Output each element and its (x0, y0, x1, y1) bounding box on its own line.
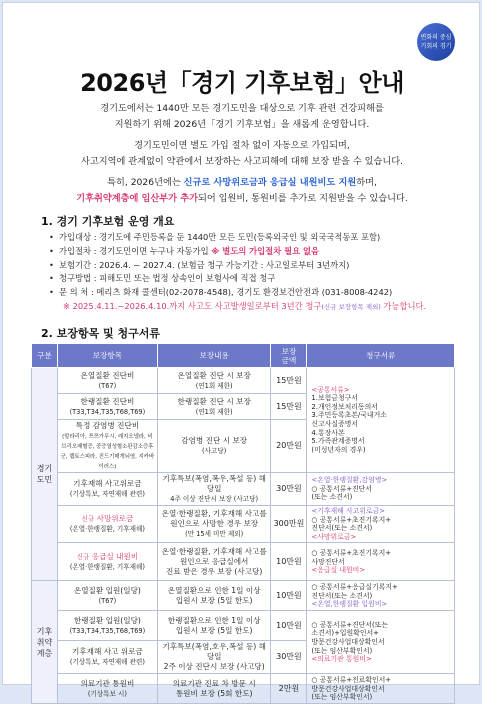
item-sub: (T33,T34,T35,T68,T69) (69, 626, 146, 635)
document-page (2, 2, 480, 702)
item-sub: (T67) (98, 381, 117, 390)
item-name: 온열질환 진단비 (80, 370, 135, 380)
table-row (32, 368, 455, 394)
docs-line: 사망진단서 (311, 557, 345, 566)
content-sub: (사고당) (202, 447, 227, 455)
docs-line: 2.개인정보처리동의서 (311, 402, 378, 411)
content-sub: 4주 이상 진단시 보장 (사고당) (170, 495, 259, 503)
coverage-amount: 10만원 (271, 581, 307, 611)
coverage-item (57, 543, 157, 581)
intro-paragraph-3 (13, 175, 471, 206)
content-sub: 입원시 보장 (5일 한도) (175, 625, 253, 635)
intro-line: 경기도민이면 별도 가입 절차 없이 자동으로 가입되며, (134, 140, 350, 151)
docs-heading: <응급실 내원비> (311, 566, 366, 575)
item-sub: (온열·한랭질환, 기후재해) (69, 562, 145, 571)
content-sub: 입원시 보장 (5일 한도) (175, 595, 253, 605)
docs-line: 4.통장사본 (311, 428, 345, 437)
coverage-content (157, 611, 271, 641)
docs-line: ○ 공통서류+진단서 (311, 484, 372, 493)
docs-line: 소견서)+입원확인서+ (311, 629, 379, 638)
logo-text-1: 변화의 중심 (420, 34, 452, 41)
docs-line: ○ 공통서류+초진기록지+ (311, 548, 392, 557)
docs-heading: <공통서류> (311, 385, 350, 394)
coverage-content (157, 473, 271, 506)
coverage-amount: 2만원 (271, 674, 307, 704)
item-name: 한랭질환 입원(일당) (73, 615, 141, 625)
content-text: 기후특보(폭염,호우,폭설 등) 해당일 (162, 642, 266, 662)
table-row (32, 506, 455, 543)
claim-docs (307, 506, 455, 543)
item-name: 의료기관 통원비 (80, 678, 135, 688)
item-name: 사망위로금 (96, 514, 134, 524)
intro-line: 하며, (356, 177, 377, 188)
docs-line: ○ 공통서류+진단서(또는 (311, 620, 388, 629)
docs-line: 방문건강사업대상확인서 (311, 638, 385, 647)
coverage-item (57, 674, 157, 704)
claim-docs (307, 581, 455, 611)
content-text: 온열질환 진단 시 보장 (177, 370, 251, 380)
table-header: 청구서류 (307, 344, 455, 368)
docs-heading: <의료기관 통원비> (311, 655, 372, 664)
new-badge: 신규 (81, 515, 95, 524)
content-sub: (만 15세 미만 제외) (185, 530, 244, 539)
coverage-content (157, 394, 271, 420)
coverage-amount: 10만원 (271, 611, 307, 641)
coverage-table (31, 343, 455, 704)
coverage-item (57, 611, 157, 641)
docs-line: 진단서(또는 소견서) (311, 591, 373, 600)
item-sub: (기상특보, 자연재해 관련) (69, 490, 145, 498)
item-name: 기후재해 사고 위로금 (71, 647, 143, 657)
coverage-item (57, 420, 157, 473)
coverage-amount: 15만원 (271, 368, 307, 394)
overview-note (49, 300, 469, 315)
table-row (32, 543, 455, 581)
docs-line: 진단서(또는 소견서) (311, 524, 373, 533)
docs-line: (또는 임산부확인서) (311, 646, 373, 655)
group-label-vulnerable: 기후 취약 계층 (32, 581, 58, 704)
coverage-content (157, 543, 271, 581)
intro-line: 되어 입원비, 통원비를 추가로 지원받을 수 있습니다. (198, 192, 408, 204)
item-name: 기후재해 사고위로금 (73, 479, 142, 488)
item-sub: (온열·한랭질환, 기후재해) (69, 525, 145, 534)
coverage-item (57, 368, 157, 394)
group-label-residents: 경기 도민 (32, 368, 58, 581)
item-name: 특정 감염병 진단비 (75, 421, 140, 430)
coverage-amount: 20만원 (271, 420, 307, 473)
overview-item: • 가입대상 : 경기도에 주민등록을 둔 1440만 모든 도민(등록외국인 및 외국국적동포 포함) (49, 231, 469, 245)
docs-line: 1.보험금청구서 (311, 394, 358, 403)
intro-highlight: 기후취약계층에 임산부가 추가 (76, 192, 199, 204)
gyeonggi-logo (417, 23, 455, 61)
coverage-content (157, 674, 271, 704)
content-text: 한랭질환으로 인한 1일 이상 (167, 615, 261, 625)
coverage-amount: 30만원 (271, 641, 307, 674)
claim-docs (307, 674, 455, 704)
docs-line: ○ 공통서류+초진기록지+ (311, 515, 392, 524)
table-header: 보장 금액 (271, 344, 307, 368)
content-sub: (연1회 제한) (195, 407, 233, 416)
item-name: 응급실 내원비 (91, 551, 139, 561)
content-sub: 원인으로 사망한 경우 보장 (170, 519, 259, 529)
docs-line: 3.주민등록초본/국내거소 (311, 411, 387, 420)
overview-item (49, 245, 469, 259)
item-name: 온열질환 입원(일당) (73, 585, 141, 595)
overview-list (49, 231, 469, 315)
table-header: 구분 (32, 344, 58, 368)
coverage-item (57, 506, 157, 543)
intro-line: 지원하기 위해 2026년「경기 기후보험」을 새롭게 운영합니다. (114, 118, 370, 130)
section-2-title: 2. 보장항목 및 청구서류 (41, 327, 160, 340)
logo-text-2: 기회의 경기 (420, 43, 452, 50)
content-text: 의료기관 진료 차 방문 시 (172, 678, 256, 688)
docs-line: ○ 공통서류+응급실기록지+ (311, 582, 398, 591)
overview-item-text: 가입절차 : 경기도민이면 누구나 자동가입 (59, 245, 212, 256)
note-text: ※ 2025.4.11.~2026.4.10.까지 사고도 사고발생일로부터 3년간 청구 (63, 300, 322, 311)
content-text: 온열질환으로 인한 1일 이상 (167, 585, 261, 595)
docs-line: 5.가족관계증명서 (311, 437, 365, 446)
coverage-amount: 15만원 (271, 394, 307, 420)
content-text: 온열·한랭질환, 기후재해 사고를 (161, 509, 267, 519)
table-row (32, 611, 455, 641)
intro-highlight: 신규로 사망위로금과 응급실 내원비도 지원 (183, 177, 357, 188)
table-header: 보장항목 (57, 344, 157, 368)
intro-line: 사고지역에 관계없이 약관에서 보장하는 사고피해에 대해 보장 받을 수 있습니다. (80, 155, 404, 167)
docs-heading: <온열·한랭질환,감염병> (311, 476, 388, 485)
item-sub: (T33,T34,T35,T68,T69) (69, 407, 146, 416)
coverage-content (157, 368, 271, 394)
docs-line: ○ 공통서류+진료확인서+ (311, 675, 392, 684)
item-sub: (기상특보, 자연재해 관련) (69, 658, 145, 667)
table-row (32, 473, 455, 506)
docs-line: (미성년자의 경우) (311, 445, 366, 454)
claim-docs (307, 543, 455, 581)
content-text: 기후특보(폭염,폭우,폭설 등) 해당일 (162, 474, 266, 493)
overview-item: • 문 의 처 : 메리츠 화재 콜센터(02-2078-4548), 경기도 환경보건안전과 (031-8008-4242) (49, 286, 469, 300)
docs-line: 방문건강사업대상확인서 (311, 684, 385, 693)
coverage-item (57, 581, 157, 611)
coverage-item (57, 641, 157, 674)
intro-paragraph-1 (13, 101, 471, 132)
content-text: 온열·한랭질환, 기후재해 사고를 (161, 546, 267, 556)
item-name: 한랭질환 진단비 (80, 396, 135, 406)
content-sub: 2주 이상 진단시 보장 (사고당) (163, 662, 265, 672)
content-sub: (연1회 제한) (195, 381, 233, 390)
table-header-row (32, 344, 455, 368)
item-sub: (말라리아, 쯔쯔가무시, 레지오넬라, 비브리오패혈증, 중증열성혈소판감소증후군, 렙토스피라, 진드기매개뇌염, 지카바이러스) (60, 434, 155, 470)
coverage-amount: 300만원 (271, 506, 307, 543)
page-title: 2026년「경기 기후보험」안내 (80, 69, 404, 97)
claim-docs (307, 473, 455, 506)
new-badge: 신규 (76, 552, 90, 561)
docs-line: (또는 소견서) (311, 493, 353, 502)
coverage-item (57, 473, 157, 506)
table-row (32, 674, 455, 704)
coverage-content (157, 420, 271, 473)
intro-line: 경기도에서는 1440만 모든 경기도민을 대상으로 기후 관련 건강피해를 (100, 103, 384, 114)
content-sub: 진료 받은 경우 보장 (사고당) (166, 566, 263, 576)
table-row (32, 581, 455, 611)
note-end: 가능합니다. (380, 300, 427, 311)
item-sub: (T67) (98, 596, 117, 605)
coverage-content (157, 641, 271, 674)
content-sub: 통원비 보장 (5회 한도) (175, 688, 253, 698)
docs-heading: <사망위로금> (311, 532, 357, 541)
coverage-amount: 30만원 (271, 473, 307, 506)
coverage-content (157, 581, 271, 611)
coverage-amount: 10만원 (271, 543, 307, 581)
docs-line: 신고사실증명서 (311, 420, 359, 428)
claim-docs (307, 611, 455, 674)
overview-item: • 보험기간 : 2026.4. ~ 2027.4. (보험금 청구 가능기간 : 사고일로부터 3년까지) (49, 259, 469, 273)
overview-highlight: ※ 별도의 가입절차 필요 없음 (211, 245, 320, 256)
docs-heading: <기후재해 사고위로금> (311, 507, 386, 515)
claim-docs (307, 368, 455, 473)
table-header: 보장내용 (157, 344, 271, 368)
coverage-content (157, 506, 271, 543)
content-sub: 원인으로 응급실에서 (179, 556, 249, 566)
section-1-title: 1. 경기 기후보험 운영 개요 (41, 215, 175, 228)
intro-text (13, 101, 471, 212)
content-text: 한랭질환 진단 시 보장 (177, 396, 251, 406)
item-sub: (기상특보 시) (87, 689, 127, 698)
intro-line: 특히, 2026년에는 (107, 177, 184, 188)
docs-line: (또는 임산부확인서) (311, 693, 373, 702)
docs-heading: <온열,한랭질환 입원비> (311, 600, 388, 609)
overview-item: • 청구방법 : 피해도민 또는 법정 상속인이 보험사에 직접 청구 (49, 272, 469, 286)
note-small: (신규 보장항목 제외) (321, 302, 381, 311)
content-text: 감염병 진단 시 보장 (181, 436, 248, 445)
intro-paragraph-2 (13, 138, 471, 169)
coverage-item (57, 394, 157, 420)
